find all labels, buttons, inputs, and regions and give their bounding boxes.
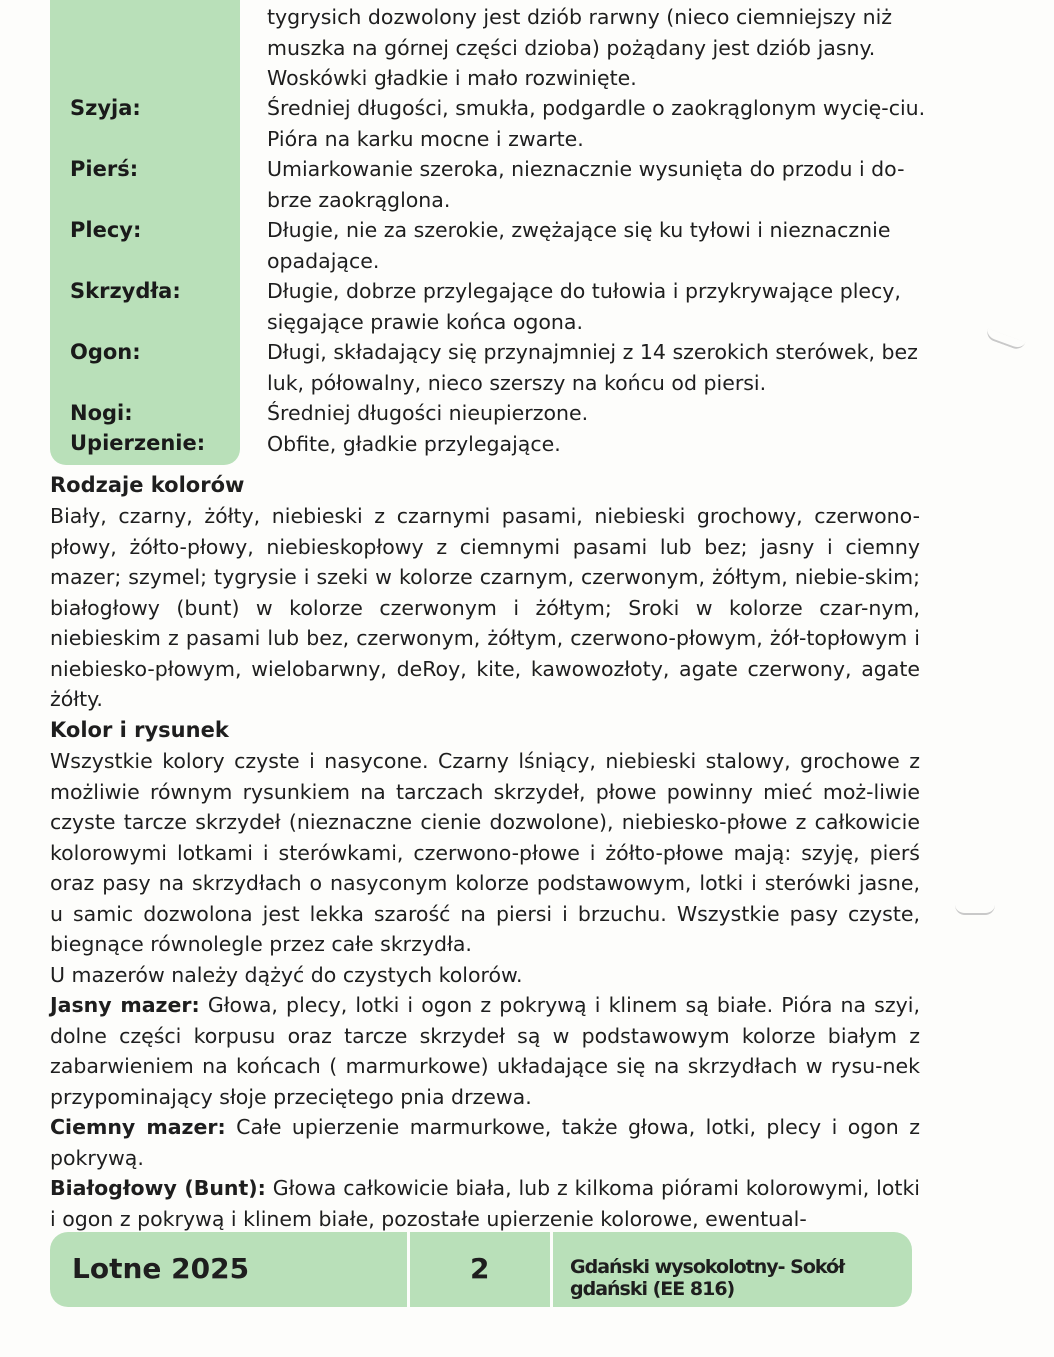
dark-mazer-label: Ciemny mazer: xyxy=(50,1115,226,1139)
drawing-paragraph-mazer: U mazerów należy dążyć do czystych kolorów. xyxy=(50,962,523,987)
intro-line: muszka na górnej części dzioba) pożądany jest dziób jasny. xyxy=(267,35,876,60)
trait-text-chest: Umiarkowanie szeroka, nieznacznie wysunięta do przodu i do-brze zaokrąglona. xyxy=(267,157,905,212)
trait-label-chest: Pierś: xyxy=(70,157,139,181)
footer-divider xyxy=(550,1232,553,1307)
scan-mark xyxy=(984,328,1025,351)
trait-label-back: Plecy: xyxy=(70,218,142,242)
bunt-text: Głowa całkowicie biała, lub z kilkoma piórami kolorowymi, lotki i ogon z pokrywą i klinem białe, pozostałe upierzenie kolorowe, ewentual- xyxy=(50,1176,921,1231)
trait-text-neck: Średniej długości, smukła, podgardle o zaokrąglonym wycię-ciu. Pióra na karku mocne i zwarte. xyxy=(267,96,926,151)
intro-line: tygrysich dozwolony jest dziób rarwny (nieco ciemniejszy niż xyxy=(267,5,893,29)
drawing-section-title: Kolor i rysunek xyxy=(50,718,229,742)
trait-text-plumage: Obfite, gładkie przylegające. xyxy=(267,432,561,456)
colors-section-title: Rodzaje kolorów xyxy=(50,473,245,497)
trait-text-legs: Średniej długości nieupierzone. xyxy=(267,401,589,425)
light-mazer-label: Jasny mazer: xyxy=(50,993,200,1017)
trait-text-tail: Długi, składający się przynajmniej z 14 szerokich sterówek, bez luk, półowalny, nieco szerszy na końcu od piersi. xyxy=(267,340,918,395)
trait-text-wings: Długie, dobrze przylegające do tułowia i przykrywające plecy, sięgające prawie końca ogona. xyxy=(267,279,901,334)
drawing-paragraph-main: Wszystkie kolory czyste i nasycone. Czarny lśniący, niebieski stalowy, grochowe z możliwie równym rysunkiem na tarczach skrzydeł, płowe powinny mieć moż-liwie czyste tarcze skrzydeł (nieznaczne cienie dozwolone), niebiesko-płowe z całkowicie kolorowymi lotkami i sterówkami, czerwono-płowe i żółto-płowe mają: szyję, pierś oraz pasy na skrzydłach o nasyconym kolorze podstawowym, lotki i sterówki jasne, u samic dozwolona jest lekka szarość na piersi i brzuchu. Wszystkie pasy czyste, biegnące równolegle przez całe skrzydła. xyxy=(50,749,920,956)
light-mazer-paragraph xyxy=(50,990,920,1112)
dark-mazer-paragraph xyxy=(50,1112,920,1173)
dark-mazer-text: Całe upierzenie marmurkowe, także głowa, lotki, plecy i ogon z pokrywą. xyxy=(50,1115,920,1170)
trait-label-tail: Ogon: xyxy=(70,340,141,364)
trait-label-wings: Skrzydła: xyxy=(70,279,181,303)
intro-text xyxy=(267,2,947,94)
drawing-section-text xyxy=(50,746,920,1234)
footer-divider xyxy=(407,1232,410,1307)
footer-breed-title: Gdański wysokolotny- Sokół gdański (EE 816) xyxy=(570,1256,845,1300)
scan-mark xyxy=(955,905,995,915)
bunt-paragraph xyxy=(50,1173,920,1234)
trait-label-legs: Nogi: xyxy=(70,401,133,425)
footer-page-number: 2 xyxy=(470,1252,490,1285)
intro-line: Woskówki gładkie i mało rozwinięte. xyxy=(267,66,637,90)
bunt-label: Białogłowy (Bunt): xyxy=(50,1176,266,1200)
trait-text-back: Długie, nie za szerokie, zwężające się ku tyłowi i nieznacznie opadające. xyxy=(267,218,891,273)
footer-publication: Lotne 2025 xyxy=(72,1252,250,1285)
trait-label-plumage: Upierzenie: xyxy=(70,431,206,455)
light-mazer-text: Głowa, plecy, lotki i ogon z pokrywą i klinem są białe. Pióra na szyi, dolne części korpusu oraz tarcze skrzydeł są w podstawowym kolorze białym z zabarwieniem na końcach ( marmurkowe) układające się na skrzydłach w rysu-nek przypominający słoje przeciętego pnia drzewa. xyxy=(50,993,920,1109)
page-footer xyxy=(50,1232,912,1307)
trait-label-neck: Szyja: xyxy=(70,96,141,120)
colors-section-text: Biały, czarny, żółty, niebieski z czarnymi pasami, niebieski grochowy, czerwono-płowy, żółto-płowy, niebieskopłowy z ciemnymi pasami lub bez; jasny i ciemny mazer; szymel; tygrysie i szeki w kolorze czarnym, czerwonym, żółtym, niebie-skim; białogłowy (bunt) w kolorze czerwonym i żółtym; Sroki w kolorze czar-nym, niebieskim z pasami lub bez, czerwonym, żółtym, czerwono-płowym, żół-topłowym i niebiesko-płowym, wielobarwny, deRoy, kite, kawowozłoty, agate czerwony, agate żółty. xyxy=(50,504,920,711)
